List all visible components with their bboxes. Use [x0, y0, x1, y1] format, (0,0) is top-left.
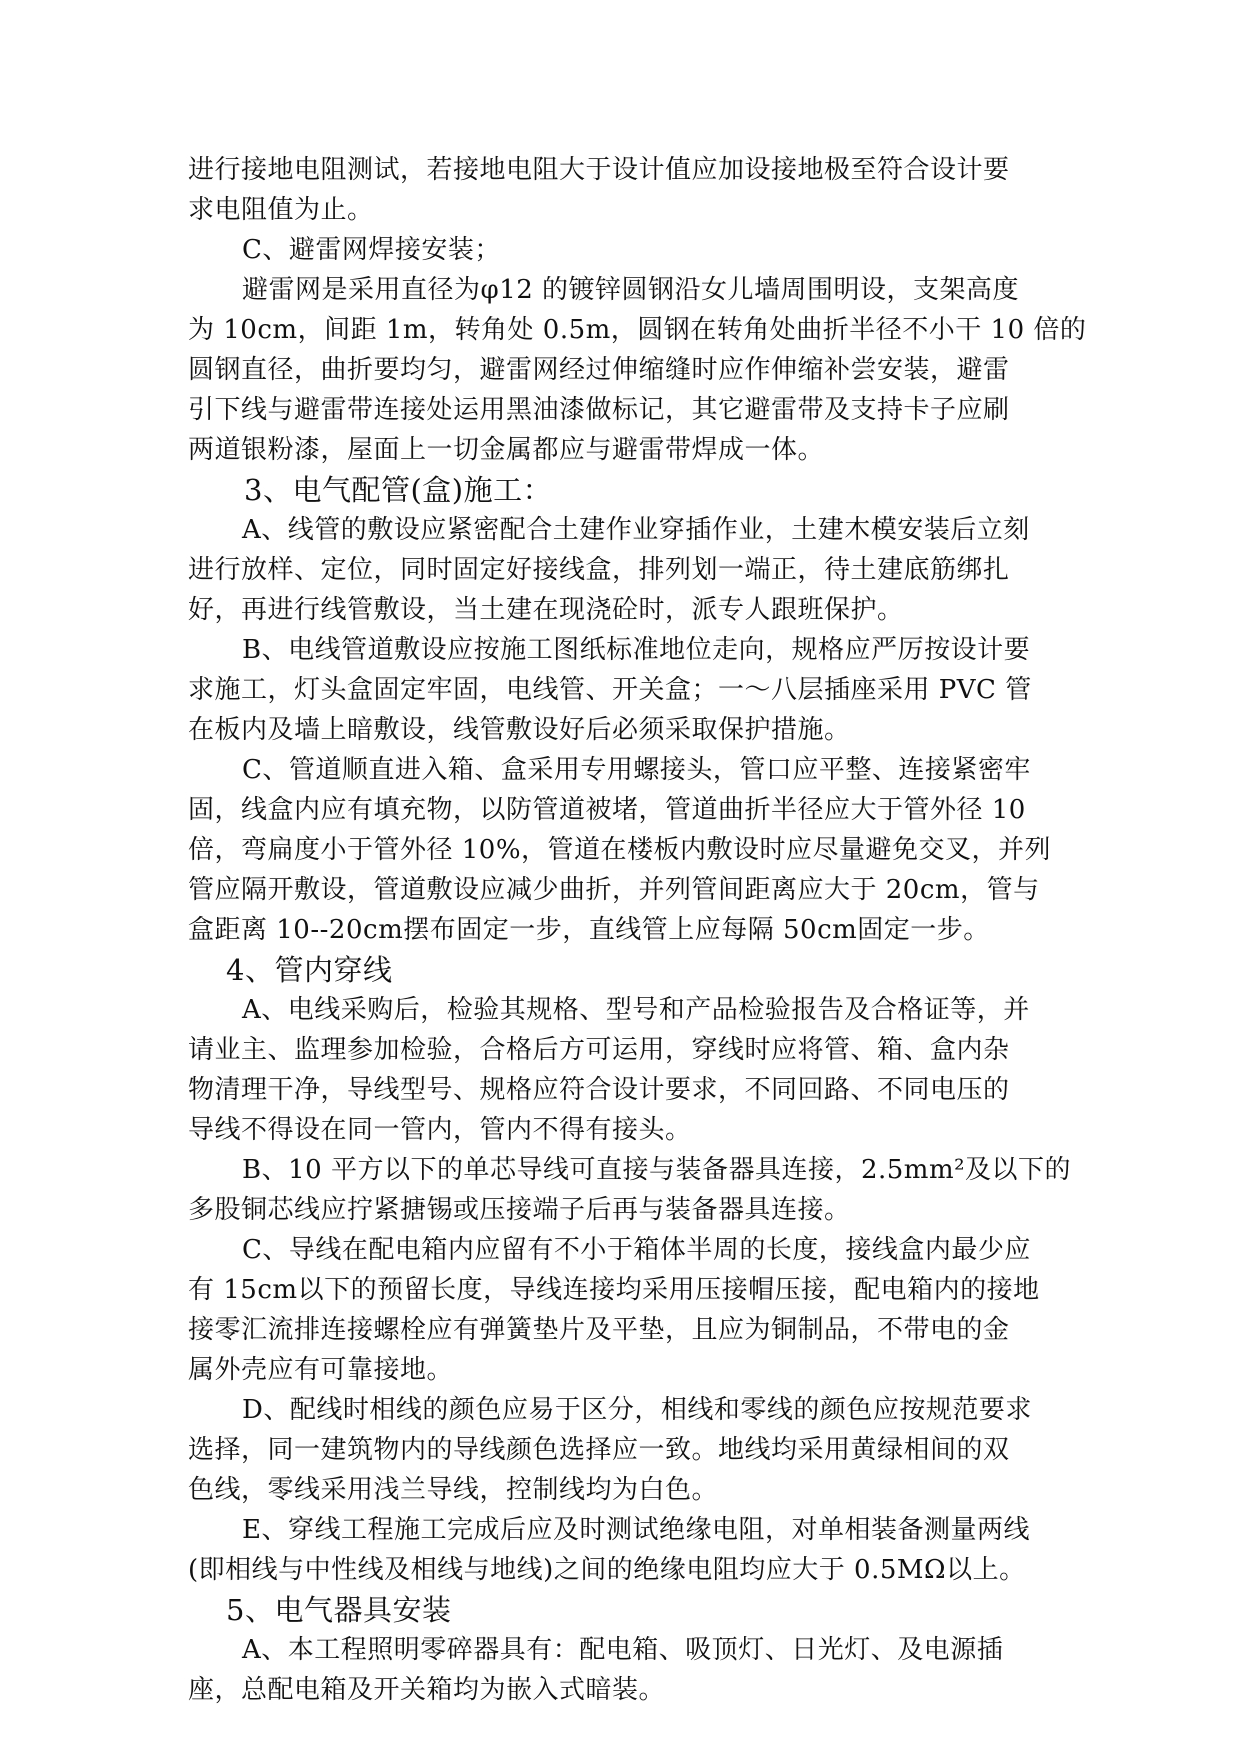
- text-line: C、管道顺直进入箱、盒采用专用螺接头，管口应平整、连接紧密牢: [242, 755, 1031, 785]
- text-line: E、穿线工程施工完成后应及时测试绝缘电阻，对单相装备测量两线: [242, 1515, 1030, 1545]
- paragraph: [188, 510, 1056, 630]
- text-line: D、配线时相线的颜色应易于区分，相线和零线的颜色应按规范要求: [242, 1395, 1032, 1425]
- text-line: 物清理干净，导线型号、规格应符合设计要求，不同回路、不同电压的: [188, 1075, 1010, 1105]
- paragraph: [188, 750, 1056, 950]
- paragraph: [188, 270, 1087, 470]
- text-line: 盒距离 10--20cm摆布固定一步，直线管上应每隔 50cm固定一步。: [188, 915, 990, 945]
- text-line: 为 10cm，间距 1m，转角处 0.5m，圆钢在转角处曲折半径不小干 10 倍的: [188, 315, 1087, 345]
- text-line: A、线管的敷设应紧密配合土建作业穿插作业，土建木模安装后立刻: [242, 515, 1030, 545]
- section-heading: 4、管内穿线: [226, 953, 393, 987]
- text-line: A、电线采购后，检验其规格、型号和产品检验报告及合格证等，并: [242, 995, 1030, 1025]
- text-line: B、电线管道敷设应按施工图纸标准地位走向，规格应严厉按设计要: [242, 635, 1031, 665]
- text-line: C、避雷网焊接安装；: [242, 235, 501, 265]
- text-line: 管应隔开敷设，管道敷设应减少曲折，并列管间距离应大于 20cm，管与: [188, 875, 1040, 905]
- text-line: 在板内及墙上暗敷设，线管敷设好后必须采取保护措施。: [188, 715, 851, 745]
- text-line: A、本工程照明零碎器具有：配电箱、吸顶灯、日光灯、及电源插: [242, 1635, 1004, 1665]
- text-line: 色线，零线采用浅兰导线，控制线均为白色。: [188, 1475, 719, 1505]
- text-line: B、10 平方以下的单芯导线可直接与装备器具连接，2.5mm²及以下的: [242, 1155, 1072, 1185]
- text-line: 座，总配电箱及开关箱均为嵌入式暗装。: [188, 1675, 666, 1705]
- paragraph: [188, 1150, 1072, 1230]
- text-line: 进行接地电阻测试，若接地电阻大于设计值应加设接地极至符合设计要: [188, 155, 1010, 185]
- text-line: 两道银粉漆，屋面上一切金属都应与避雷带焊成一体。: [188, 435, 825, 465]
- paragraph: [188, 1510, 1056, 1590]
- paragraph: [188, 1630, 1056, 1710]
- paragraph: [188, 630, 1056, 750]
- text-line: 圆钢直径，曲折要均匀，避雷网经过伸缩缝时应作伸缩补尝安装，避雷: [188, 355, 1010, 385]
- text-line: 倍，弯扁度小于管外径 10%，管道在楼板内敷设时应尽量避免交叉，并列: [188, 835, 1052, 865]
- paragraph: [188, 230, 1056, 270]
- text-line: 避雷网是采用直径为φ12 的镀锌圆钢沿女儿墙周围明设，支架高度: [242, 275, 1020, 305]
- text-line: C、导线在配电箱内应留有不小于箱体半周的长度，接线盒内最少应: [242, 1235, 1031, 1265]
- document-body: [188, 150, 1087, 1710]
- text-line: 固，线盒内应有填充物，以防管道被堵，管道曲折半径应大于管外径 10: [188, 795, 1026, 825]
- text-line: 多股铜芯线应拧紧搪锡或压接端子后再与装备器具连接。: [188, 1195, 851, 1225]
- text-line: 请业主、监理参加检验，合格后方可运用，穿线时应将管、箱、盒内杂: [188, 1035, 1010, 1065]
- paragraph: [188, 1230, 1056, 1390]
- text-line: 进行放样、定位，同时固定好接线盒，排列划一端正，待土建底筋绑扎: [188, 555, 1010, 585]
- paragraph: [188, 150, 1056, 230]
- text-line: 导线不得设在同一管内，管内不得有接头。: [188, 1115, 692, 1145]
- text-line: 引下线与避雷带连接处运用黑油漆做标记，其它避雷带及支持卡子应刷: [188, 395, 1010, 425]
- text-line: (即相线与中性线及相线与地线)之间的绝缘电阻均应大于 0.5MΩ以上。: [188, 1555, 1026, 1585]
- text-line: 好，再进行线管敷设，当土建在现浇砼时，派专人跟班保护。: [188, 595, 904, 625]
- text-line: 求施工，灯头盒固定牢固，电线管、开关盒；一～八层插座采用 PVC 管: [188, 675, 1032, 705]
- text-line: 选择，同一建筑物内的导线颜色选择应一致。地线均采用黄绿相间的双: [188, 1435, 1010, 1465]
- paragraph: [188, 1390, 1056, 1510]
- text-line: 有 15cm以下的预留长度，导线连接均采用压接帽压接，配电箱内的接地: [188, 1275, 1040, 1305]
- text-line: 属外壳应有可靠接地。: [188, 1355, 454, 1385]
- text-line: 接零汇流排连接螺栓应有弹簧垫片及平垫，且应为铜制品，不带电的金: [188, 1315, 1010, 1345]
- paragraph: [188, 990, 1056, 1150]
- section-heading: 3、电气配管(盒)施工：: [244, 473, 553, 507]
- text-line: 求电阻值为止。: [188, 195, 374, 225]
- section-heading: 5、电气器具安装: [226, 1593, 452, 1627]
